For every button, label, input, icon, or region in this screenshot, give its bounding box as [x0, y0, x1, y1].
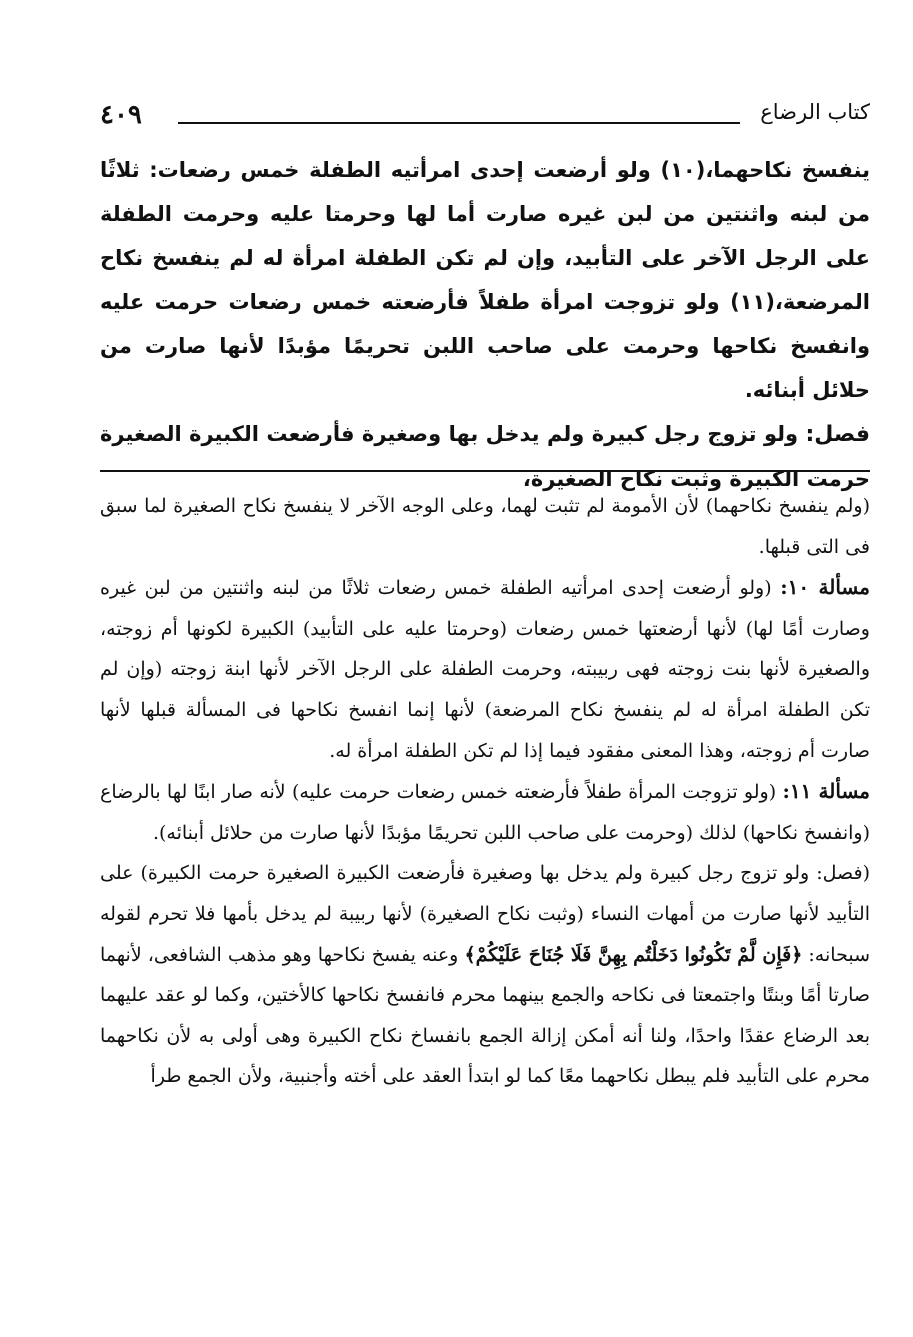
commentary-intro: (ولم ينفسخ نكاحهما) لأن الأمومة لم تثبت لهما، وعلى الوجه الآخر لا ينفسخ نكاح الصغيرة لما سبق فى التى قبلها. [100, 495, 870, 558]
page-header [100, 98, 870, 138]
page-number: ٤٠٩ [100, 100, 142, 130]
commentary [100, 486, 870, 1097]
fasl-text: ولو تزوج رجل كبيرة ولم يدخل بها وصغيرة فأرضعت الكبيرة الصغيرة حرمت الكبيرة وثبت نكاح الصغيرة، [100, 422, 870, 491]
header-rule [178, 122, 740, 124]
commentary-fasl-text: (فصل: ولو تزوج رجل كبيرة ولم يدخل بها وصغيرة فأرضعت الكبيرة الصغيرة حرمت الكبيرة) على التأبيد لأنها صارت من أمهات النساء (وثبت نكاح الصغيرة) لأنها ربيبة لم يدخل بأمها فلا تحرم لقوله سبحانه: [100, 862, 870, 966]
mas-ala-10 [100, 567, 870, 771]
commentary-fasl [100, 853, 870, 1097]
mas-ala-11-text: (ولو تزوجت المرأة طفلاً فأرضعته خمس رضعات حرمت عليه) لأنه صار ابنًا لها بالرضاع (وانفسخ نكاحها) لذلك (وحرمت على صاحب اللبن تحريمًا مؤبدًا لأنها صارت من حلائل أبنائه). [100, 781, 870, 844]
chapter-title: كتاب الرضاع [760, 100, 870, 124]
mas-ala-10-label: مسألة ١٠: [780, 575, 870, 600]
mas-ala-10-text: (ولو أرضعت إحدى امرأتيه الطفلة خمس رضعات ثلاثًا من لبنه واثنتين من لبن غيره وصارت أمًا لها) لأنها أرضعتها خمس رضعات (وحرمتا عليه على التأبيد) الكبيرة لكونها أم زوجته، والصغيرة لأنها بنت زوجته فهى ربيبته، وحرمت الطفلة على الرجل الآخر لأنها ابنة زوجته (وإن لم تكن الطفلة امرأة له لم ينفسخ نكاح المرضعة) لأنها إنما انفسخ نكاحها فى المسألة قبلها لأنها صارت أم زوجته، وهذا المعنى مفقود فيما إذا لم تكن الطفلة امرأة له. [100, 577, 870, 762]
main-text [100, 148, 870, 501]
fasl-label: فصل: [805, 422, 871, 447]
mas-ala-11 [100, 771, 870, 853]
quran-verse: ﴿فَإِن لَّمْ تَكُونُوا دَخَلْتُم بِهِنَّ فَلَا جُنَاحَ عَلَيْكُمْ﴾ [464, 943, 803, 966]
mas-ala-11-label: مسألة ١١: [782, 779, 871, 804]
commentary-fasl-continued: وعنه يفسخ نكاحها وهو مذهب الشافعى، لأنهما صارتا أمًا وبنتًا واجتمعتا فى نكاحه والجمع بينهما محرم فانفسخ نكاحها كالأختين، وكما لو عقد عليهما بعد الرضاع عقدًا واحدًا، ولنا أنه أمكن إزالة الجمع بانفساخ نكاح الكبيرة وهى أولى به لأن نكاحهما محرم على التأبيد فلم يبطل نكاحهما معًا كما لو ابتدأ العقد على أخته وأجنبية، ولأن الجمع طرأ [100, 943, 870, 1088]
main-text-paragraph: ينفسخ نكاحهما،(١٠) ولو أرضعت إحدى امرأتيه الطفلة خمس رضعات: ثلاثًا من لبنه واثنتين من لبن غيره صارت أما لها وحرمتا عليه وحرمت الطفلة على الرجل الآخر على التأبيد، وإن لم تكن الطفلة امرأة له لم ينفسخ نكاح المرضعة،(١١) ولو تزوجت امرأة طفلاً فأرضعته خمس رضعات حرمت عليه وانفسخ نكاحها وحرمت على صاحب اللبن تحريمًا مؤبدًا لأنها صارت من حلائل أبنائه. [100, 158, 870, 402]
section-divider [100, 470, 870, 472]
